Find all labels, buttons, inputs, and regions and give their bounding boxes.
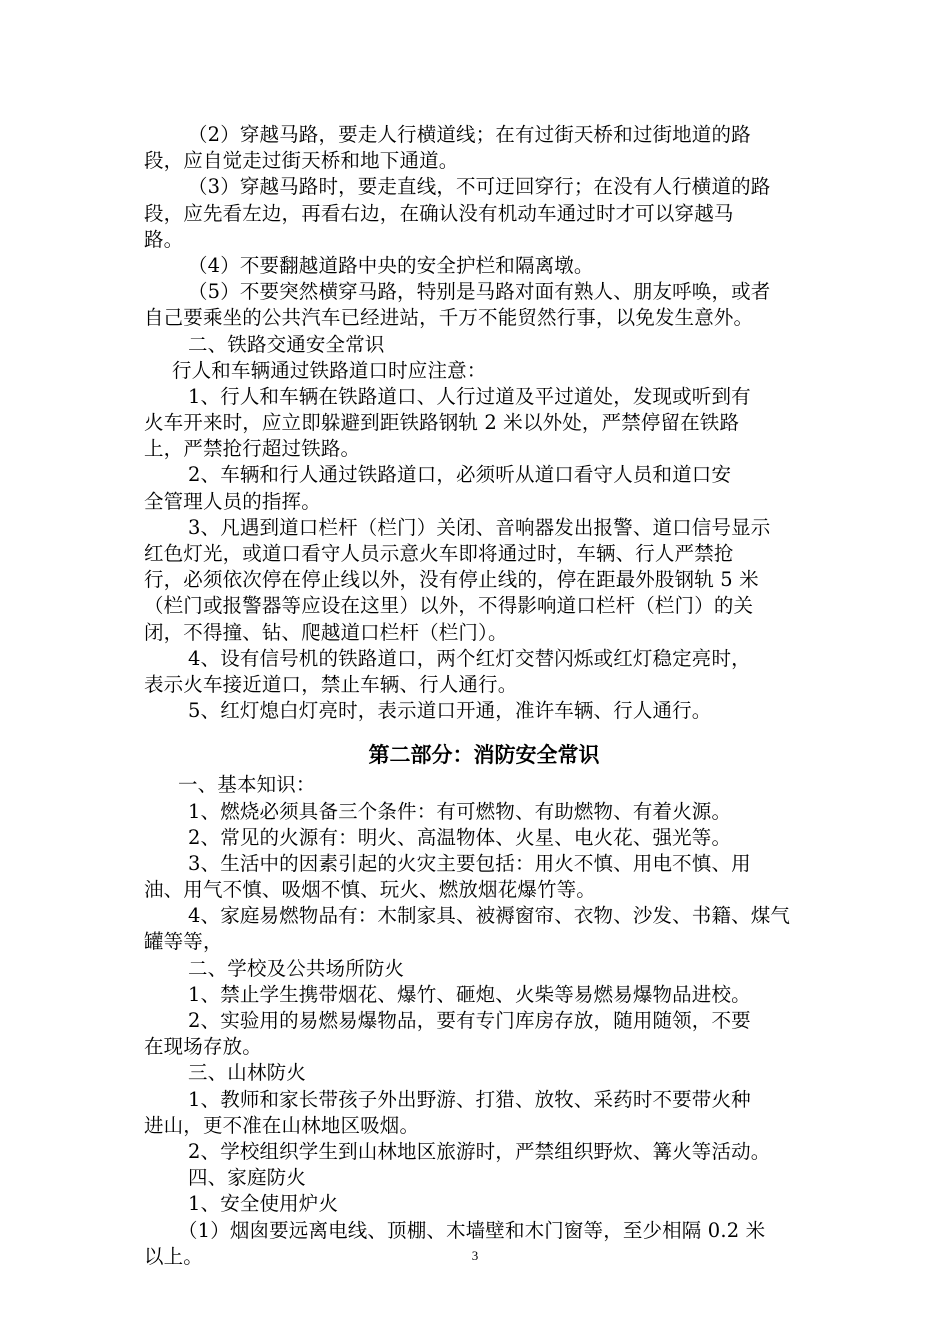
- section-heading: 第二部分：消防安全常识: [368, 743, 600, 768]
- text-line: 表示火车接近道口，禁止车辆、行人通行。: [144, 672, 518, 696]
- text-line: 二、学校及公共场所防火: [188, 956, 405, 980]
- text-line: 罐等等，: [144, 930, 223, 954]
- text-line: 以上。: [144, 1244, 203, 1268]
- text-line: 全管理人员的指挥。: [144, 489, 321, 513]
- fire-safety-section: [144, 772, 824, 1270]
- text-line: （3）穿越马路时，要走直线，不可迂回穿行；在没有人行横道的路: [188, 175, 771, 199]
- text-line: 进山，更不准在山林地区吸烟。: [144, 1113, 420, 1137]
- text-line: 上，严禁抢行超过铁路。: [144, 437, 361, 461]
- page-number: 3: [471, 1248, 479, 1263]
- text-line: 行人和车辆通过铁路道口时应注意：: [172, 358, 487, 382]
- text-line: 油、用气不慎、吸烟不慎、玩火、燃放烟花爆竹等。: [144, 878, 596, 902]
- text-line: 在现场存放。: [144, 1035, 262, 1059]
- text-line: 4、设有信号机的铁路道口，两个红灯交替闪烁或红灯稳定亮时，: [188, 646, 751, 670]
- text-line: 3、凡遇到道口栏杆（栏门）关闭、音响器发出报警、道口信号显示: [188, 515, 771, 539]
- text-line: 2、实验用的易燃易爆物品，要有专门库房存放，随用随领，不要: [188, 1009, 751, 1032]
- text-line: 4、家庭易燃物品有：木制家具、被褥窗帘、衣物、沙发、书籍、煤气: [188, 904, 791, 928]
- text-line: （2）穿越马路，要走人行横道线；在有过街天桥和过街地道的路: [188, 123, 751, 146]
- text-line: 红色灯光，或道口看守人员示意火车即将通过时，车辆、行人严禁抢: [144, 542, 734, 565]
- text-line: 1、禁止学生携带烟花、爆竹、砸炮、火柴等易燃易爆物品进校。: [188, 982, 751, 1006]
- text-line: 1、燃烧必须具备三个条件：有可燃物、有助燃物、有着火源。: [188, 799, 732, 823]
- text-line: 二、铁路交通安全常识: [188, 332, 385, 356]
- text-line: 1、行人和车辆在铁路道口、人行过道及平过道处，发现或听到有: [188, 384, 751, 408]
- text-line: 四、家庭防火: [188, 1166, 306, 1190]
- text-line: 自己要乘坐的公共汽车已经进站，千万不能贸然行事，以免发生意外。: [144, 306, 754, 330]
- text-line: 1、教师和家长带孩子外出野游、打猎、放牧、采药时不要带火种: [188, 1087, 751, 1111]
- text-line: 一、基本知识：: [178, 773, 316, 797]
- text-line: 3、生活中的因素引起的火灾主要包括：用火不慎、用电不慎、用: [188, 851, 751, 875]
- text-line: 闭，不得撞、钻、爬越道口栏杆（栏门）。: [144, 620, 508, 644]
- text-line: 2、车辆和行人通过铁路道口，必须听从道口看守人员和道口安: [188, 463, 732, 487]
- text-line: 火车开来时，应立即躲避到距铁路钢轨 2 米以外处，严禁停留在铁路: [144, 411, 740, 435]
- page-content: [144, 122, 824, 1270]
- text-line: 2、学校组织学生到山林地区旅游时，严禁组织野炊、篝火等活动。: [188, 1139, 771, 1163]
- text-line: 行，必须依次停在停止线以外，没有停止线的，停在距最外股钢轨 5 米: [144, 568, 759, 592]
- text-line: （4）不要翻越道路中央的安全护栏和隔离墩。: [188, 253, 594, 277]
- text-line: 1、安全使用炉火: [188, 1192, 339, 1216]
- text-line: 2、常见的火源有：明火、高温物体、火星、电火花、强光等。: [188, 825, 732, 849]
- text-line: 段，应自觉走过街天桥和地下通道。: [144, 149, 459, 173]
- text-line: 5、红灯熄白灯亮时，表示道口开通，准许车辆、行人通行。: [188, 699, 712, 723]
- text-line: 三、山林防火: [188, 1061, 306, 1085]
- text-line: 段，应先看左边，再看右边，在确认没有机动车通过时才可以穿越马: [144, 201, 734, 225]
- text-line: 路。: [144, 227, 184, 251]
- text-line: （5）不要突然横穿马路，特别是马路对面有熟人、朋友呼唤，或者: [188, 280, 771, 304]
- text-line: （1）烟囱要远离电线、顶棚、木墙壁和木门窗等，至少相隔 0.2 米: [178, 1218, 766, 1242]
- traffic-safety-section: [144, 122, 824, 724]
- text-line: （栏门或报警器等应设在这里）以外，不得影响道口栏杆（栏门）的关: [144, 594, 754, 618]
